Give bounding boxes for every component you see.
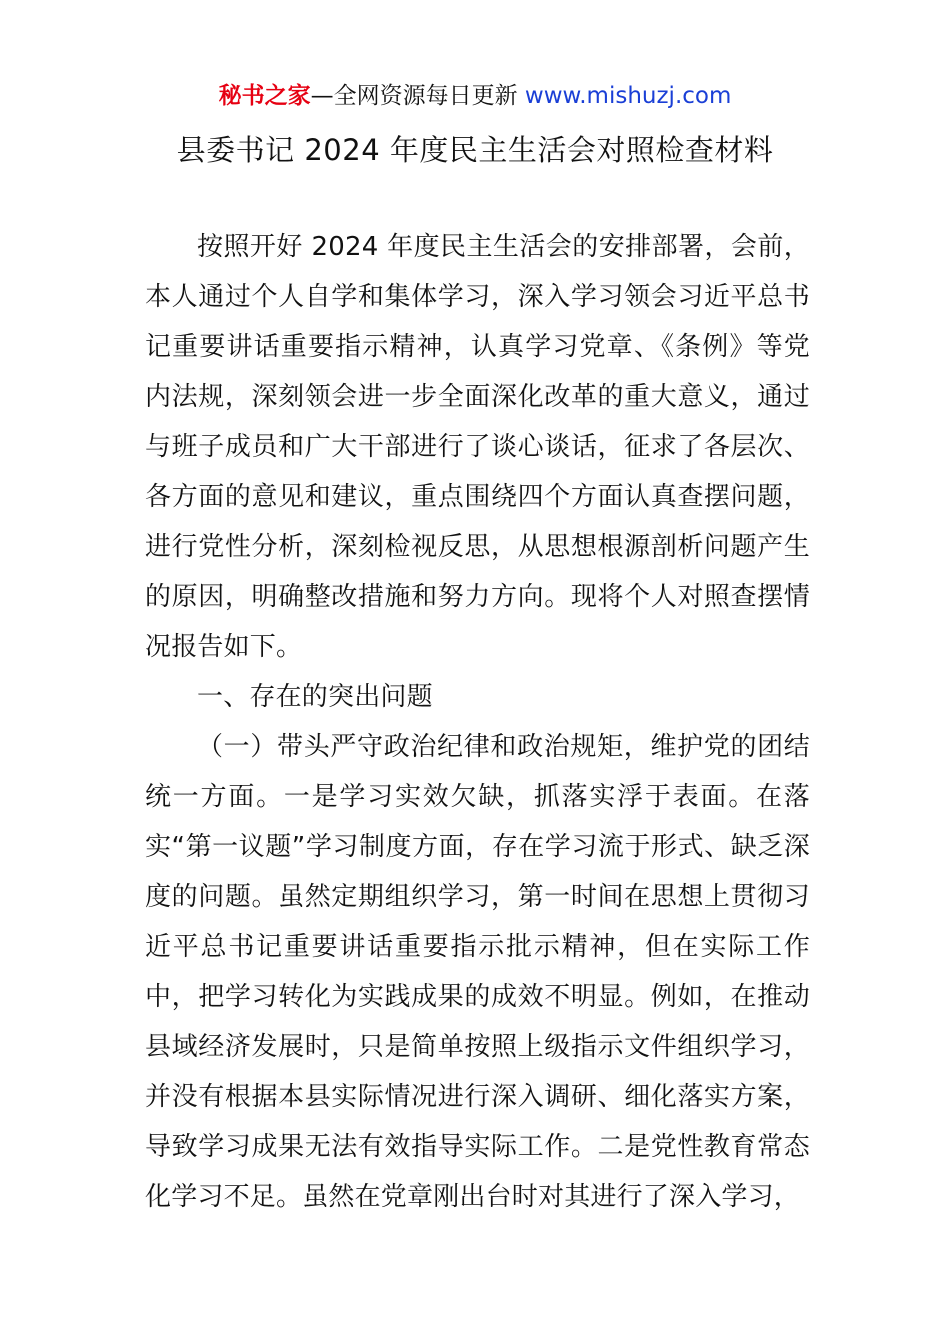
document-body <box>145 222 810 1222</box>
site-url-link[interactable]: www.mishuzj.com <box>524 83 732 109</box>
section-heading: 一、存在的突出问题 <box>197 682 433 712</box>
site-header <box>0 80 950 112</box>
body-paragraph: （一）带头严守政治纪律和政治规矩，维护党的团结统一方面。一是学习实效欠缺，抓落实浮于表面。在落实“第一议题”学习制度方面，存在学习流于形式、缺乏深度的问题。虽然定期组织学习，第一时间在思想上贯彻习近平总书记重要讲话重要指示批示精神，但在实际工作中，把学习转化为实践成果的成效不明显。例如，在推动县域经济发展时，只是简单按照上级指示文件组织学习，并没有根据本县实际情况进行深入调研、细化落实方案，导致学习成果无法有效指导实际工作。二是党性教育常态化学习不足。虽然在党章刚出台时对其进行了深入学习， <box>145 732 810 1212</box>
brand-name: 秘书之家 <box>218 83 311 109</box>
header-slogan: —全网资源每日更新 <box>310 83 525 109</box>
intro-paragraph: 按照开好 2024 年度民主生活会的安排部署，会前，本人通过个人自学和集体学习，深入学习领会习近平总书记重要讲话重要指示精神，认真学习党章、《条例》等党内法规，深刻领会进一步全面深化改革的重大意义，通过与班子成员和广大干部进行了谈心谈话，征求了各层次、各方面的意见和建议，重点围绕四个方面认真查摆问题，进行党性分析，深刻检视反思，从思想根源剖析问题产生的原因，明确整改措施和努力方向。现将个人对照查摆情况报告如下。 <box>145 232 810 662</box>
document-title: 县委书记 2024 年度民主生活会对照检查材料 <box>176 133 774 167</box>
